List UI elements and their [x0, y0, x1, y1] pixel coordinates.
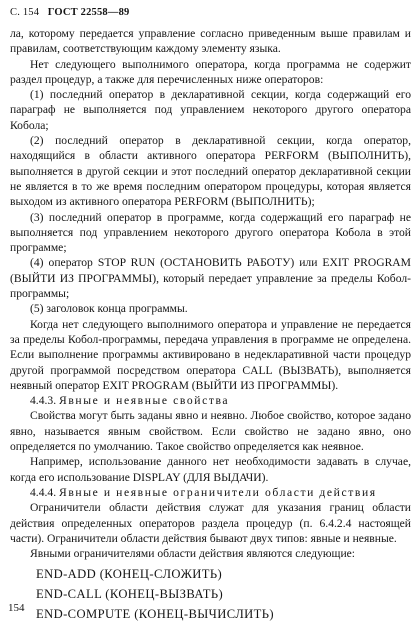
paragraph: Когда нет следующего выполнимого оператора и управление не передается за пределы Кобол-программы, передача управления в программе не определена. Если выполнение программы активировано в недекларативной части процедур другой программой посредством оператора CALL (ВЫЗВАТЬ), выполняется неявный оператор EXIT PROGRAM (ВЫЙТИ ИЗ ПРОГРАММЫ).	[10, 317, 411, 392]
section-heading-4-4-3	[10, 393, 411, 408]
page-label: С. 154	[10, 7, 40, 18]
list-item: END-ADD (КОНЕЦ-СЛОЖИТЬ)	[36, 567, 223, 582]
list-item-4: (4) оператор STOP RUN (ОСТАНОВИТЬ РАБОТУ) или EXIT PROGRAM (ВЫЙТИ ИЗ ПРОГРАММЫ), который передает управление за пределы Кобол-программы;	[10, 256, 411, 301]
paragraph: Ограничители области действия служат для указания границ области действия определенных операторов раздела процедур (п. 6.4.2.4 настоящей части). Ограничители области действия бывают двух типов: явные и неявные.	[10, 501, 411, 545]
section-title: Явные и неявные свойства	[59, 394, 230, 408]
section-number: 4.4.4.	[30, 485, 57, 499]
paragraph: Нет следующего выполнимого оператора, когда программа не содержит раздел процедур, а также для перечисленных ниже операторов:	[10, 57, 411, 86]
list-item: END-CALL (КОНЕЦ-ВЫЗВАТЬ)	[36, 587, 224, 602]
section-title: Явные и неявные ограничители области действия	[59, 485, 377, 499]
list-item-5: (5) заголовок конца программы.	[30, 302, 188, 316]
list-item-1: (1) последний оператор в декларативной секции, когда содержащий его параграф не выполняется под управлением некоторого другого оператора Кобола;	[10, 88, 411, 132]
page-number: 154	[8, 602, 25, 614]
paragraph-continuation: ла, которому передается управление согласно приведенным выше правилам и правилам, соответствующим каждому элементу языка.	[10, 27, 411, 56]
section-heading-4-4-4	[10, 485, 411, 500]
section-number: 4.4.3.	[30, 394, 57, 408]
document-body	[10, 26, 411, 624]
page-header	[10, 7, 129, 18]
paragraph: Свойства могут быть заданы явно и неявно. Любое свойство, которое задано явно, называется явным свойством. Если свойство не задано явно, оно определяется по умолчанию. Такое свойство определяется как неявное.	[10, 409, 411, 454]
paragraph: Явными ограничителями области действия являются следующие:	[30, 547, 356, 561]
list-item: END-COMPUTE (КОНЕЦ-ВЫЧИСЛИТЬ)	[36, 607, 274, 622]
standard-number: ГОСТ 22558—89	[47, 7, 130, 18]
paragraph: Например, использование данного нет необходимости задавать в случае, когда его использование DISPLAY (ДЛЯ ВЫДАЧИ).	[10, 455, 411, 484]
list-item-2: (2) последний оператор в декларативной секции, когда оператор, находящийся в области активного оператора PERFORM (ВЫПОЛНИТЬ), выполняется в другой секции и этот последний оператор декларативной секции не является в то же время последним оператором процедуры, которая является выходом из активного оператора PERFORM (ВЫПОЛНИТЬ);	[10, 134, 411, 209]
scope-terminator-list	[10, 564, 411, 624]
list-item-3: (3) последний оператор в программе, когда содержащий его параграф не выполняется под управлением некоторого другого оператора Кобола в этой программе;	[10, 210, 411, 255]
